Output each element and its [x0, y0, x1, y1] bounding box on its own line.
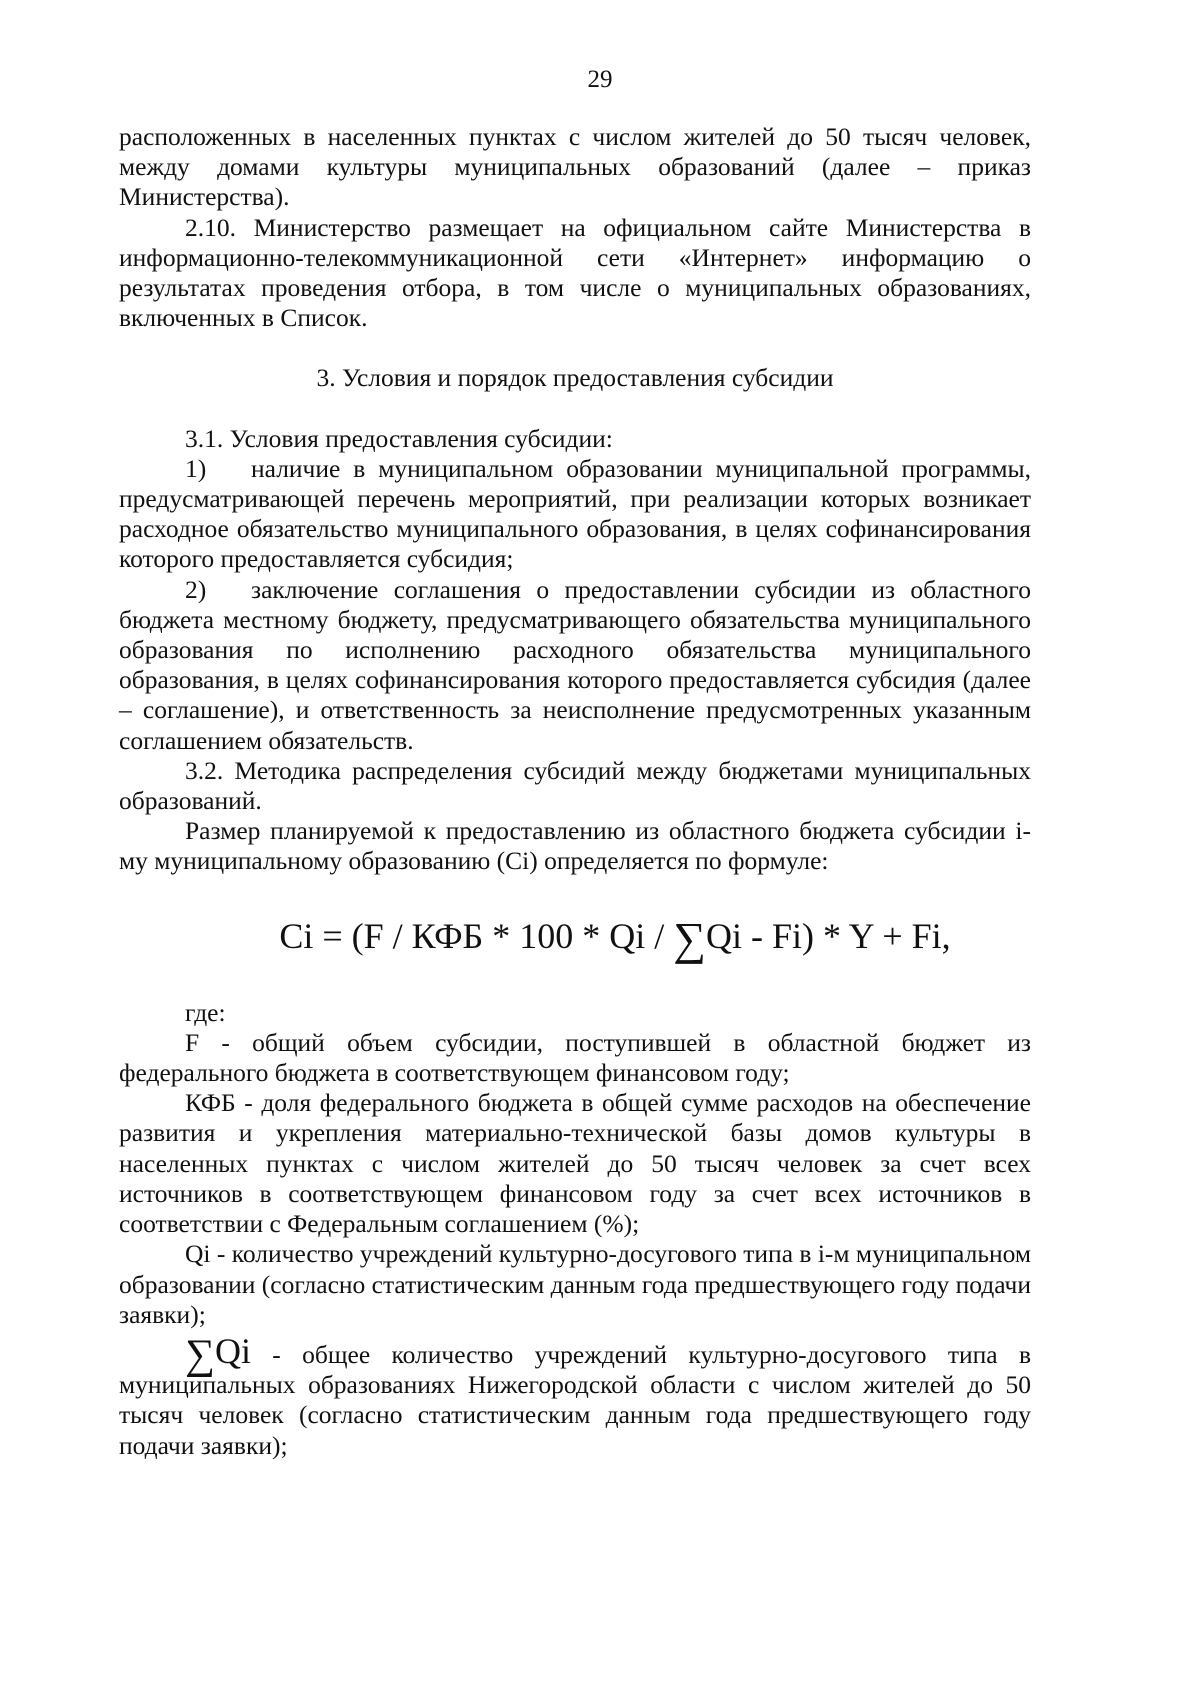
formula-left: Ci = (F / КФБ * 100 * Qi / [279, 915, 674, 956]
definition-qi: Qi - количество учреждений культурно-досугового типа в i-м муниципальном образовании (согласно статистическим данным года предшествующего году подачи заявки); [119, 1239, 1031, 1329]
sum-qi-label: Qi [214, 1330, 251, 1371]
section-heading-3: 3. Условия и порядок предоставления субсидии [316, 363, 834, 393]
list-item-1-number: 1) [185, 453, 207, 483]
sum-icon: ∑ [673, 912, 706, 964]
paragraph-continuation: расположенных в населенных пунктах с числом жителей до 50 тысяч человек, между домами культуры муниципальных образований (далее – приказ Министерства). [119, 122, 1031, 212]
definition-f: F - общий объем субсидии, поступившей в областной бюджет из федерального бюджета в соответствующем финансовом году; [119, 1027, 1031, 1088]
list-item-2-text: заключение соглашения о предоставлении субсидии из областного бюджета местному бюджету, предусматривающего обязательства муниципального образования по исполнению расходного обязательства муниципального образования, в целях софинансирования которого предоставляется субсидия (далее – соглашение), и ответственность за неисполнение предусмотренных указанным соглашением обязательств. [119, 574, 1031, 755]
formula-right: Qi - Fi) * Y + Fi, [706, 915, 951, 956]
definition-kfb: КФБ - доля федерального бюджета в общей сумме расходов на обеспечение развития и укрепления материально-технической базы домов культуры в населенных пунктах с числом жителей до 50 тысяч человек за счет всех источников в соответствующем финансовом году за счет всех источников в соответствии с Федеральным соглашением (%); [119, 1088, 1031, 1239]
definition-sum-qi [119, 1330, 1031, 1461]
list-item-1-text: наличие в муниципальном образовании муниципальной программы, предусматривающей перечень мероприятий, при реализации которых возникает расходное обязательство муниципального образования, в целях софинансирования которого предоставляется субсидия; [119, 453, 1031, 574]
page-number: 29 [587, 66, 613, 93]
paragraph-3-2: 3.2. Методика распределения субсидий между бюджетами муниципальных образований. [119, 755, 1031, 816]
sum-qi-text: - общее количество учреждений культурно-досугового типа в муниципальных образованиях Нижегородской области с числом жителей до 50 тысяч человек (согласно статистическим данным года предшествующего году подачи заявки); [119, 1339, 1031, 1460]
document-body [119, 122, 1031, 1461]
formula [119, 911, 1031, 964]
where-label: где: [185, 997, 226, 1027]
sum-qi-symbol [185, 1330, 251, 1378]
list-item-2 [119, 575, 1031, 756]
paragraph-2-10: 2.10. Министерство размещает на официальном сайте Министерства в информационно-телекоммуникационной сети «Интернет» информацию о результатах проведения отбора, в том числе о муниципальных образованиях, включенных в Список. [119, 212, 1031, 333]
paragraph-3-1: 3.1. Условия предоставления субсидии: [185, 423, 613, 453]
list-item-2-number: 2) [185, 574, 207, 604]
paragraph-subsidy-size: Размер планируемой к предоставлению из областного бюджета субсидии i-му муниципальному образованию (Ci) определяется по формуле: [119, 816, 1031, 876]
list-item-1 [119, 454, 1031, 575]
sum-icon: ∑ [185, 1331, 215, 1378]
